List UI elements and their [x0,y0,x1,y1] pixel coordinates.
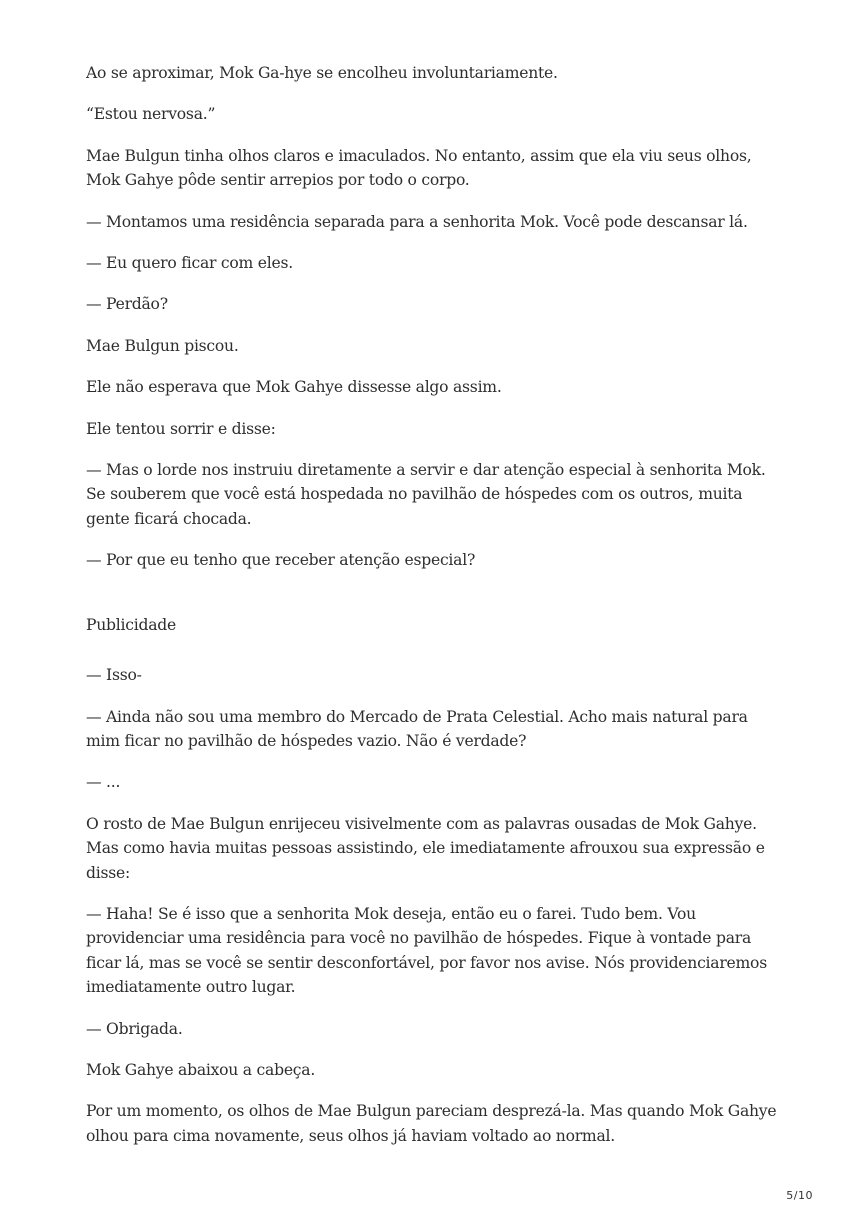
paragraph: O rosto de Mae Bulgun enrijeceu visivelmente com as palavras ousadas de Mok Gahye. Mas como havia muitas pessoas assistindo, ele imediatamente afrouxou sua expressão e disse: [86,814,765,882]
paragraph: — Mas o lorde nos instruiu diretamente a servir e dar atenção especial à senhorita Mok. Se souberem que você está hospedada no pavilhão de hóspedes com os outros, muita gente ficará chocada. [86,461,766,528]
paragraph: Mae Bulgun tinha olhos claros e imaculados. No entanto, assim que ela viu seus olhos, Mok Gahye pôde sentir arrepios por todo o corpo. [86,146,752,190]
paragraph: — Montamos uma residência separada para a senhorita Mok. Você pode descansar lá. [86,212,748,231]
page-number: 5/10 [786,1189,813,1202]
paragraph: “Estou nervosa.” [86,105,216,124]
paragraph: — Por que eu tenho que receber atenção especial? [86,551,476,570]
paragraph: Mae Bulgun piscou. [86,336,239,355]
paragraph: Ele tentou sorrir e disse: [86,419,276,438]
paragraph: — Eu quero ficar com eles. [86,254,293,273]
paragraph: Por um momento, os olhos de Mae Bulgun pareciam desprezá-la. Mas quando Mok Gahye olhou para cima novamente, seus olhos já haviam voltado ao normal. [86,1102,777,1145]
paragraph: Ele não esperava que Mok Gahye dissesse algo assim. [86,378,502,397]
paragraph: — ... [86,773,121,792]
paragraph: — Isso- [86,666,142,685]
document-body [86,61,786,1165]
paragraph: Mok Gahye abaixou a cabeça. [86,1060,316,1079]
paragraph: — Perdão? [86,295,168,314]
advertisement-label: Publicidade [86,615,176,634]
paragraph: — Haha! Se é isso que a senhorita Mok deseja, então eu o farei. Tudo bem. Vou providenciar uma residência para você no pavilhão de hóspedes. Fique à vontade para ficar lá, mas se você se sentir desconfortável, por favor nos avise. Nós providenciaremos imediatamente outro lugar. [86,904,767,997]
paragraph: — Ainda não sou uma membro do Mercado de Prata Celestial. Acho mais natural para mim ficar no pavilhão de hóspedes vazio. Não é verdade? [86,707,748,750]
paragraph: — Obrigada. [86,1019,183,1038]
paragraph: Ao se aproximar, Mok Ga-hye se encolheu involuntariamente. [86,64,558,82]
